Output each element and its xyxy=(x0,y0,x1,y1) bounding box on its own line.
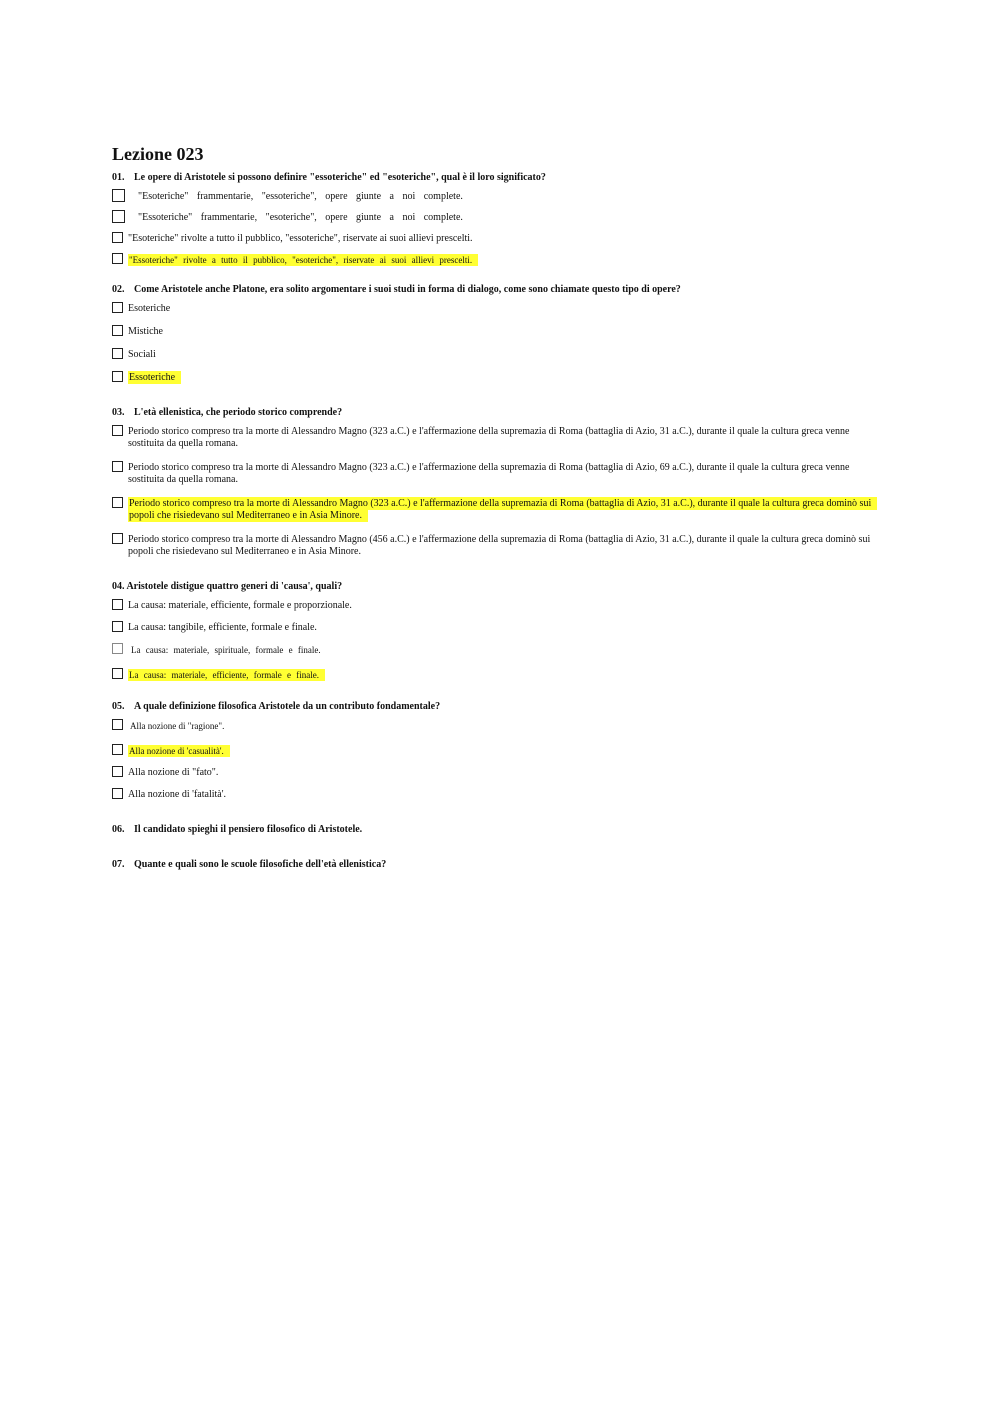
checkbox[interactable] xyxy=(112,348,123,359)
question-number: 06. xyxy=(112,824,125,835)
answer-option xyxy=(112,789,872,801)
question-label: Le opere di Aristotele si possono definire "essoteriche" ed "esoteriche", qual è il loro significato? xyxy=(134,172,546,183)
answer-options xyxy=(112,303,872,384)
checkbox[interactable] xyxy=(112,232,123,243)
checkbox[interactable] xyxy=(112,302,123,313)
answer-text: "Esoteriche" frammentarie, "essoteriche", opere giunte a noi complete. xyxy=(138,191,463,202)
answer-option xyxy=(112,349,872,361)
question-label: L'età ellenistica, che periodo storico comprende? xyxy=(134,407,343,418)
open-question-06 xyxy=(112,823,872,837)
answer-text: Essoteriche xyxy=(128,371,181,384)
answer-option xyxy=(112,534,872,558)
checkbox[interactable] xyxy=(112,425,123,436)
answer-option xyxy=(112,212,872,224)
question-number: 07. xyxy=(112,859,125,870)
checkbox[interactable] xyxy=(112,210,125,223)
question-text xyxy=(112,283,872,297)
answer-option xyxy=(112,720,872,733)
answer-text: Periodo storico compreso tra la morte di Alessandro Magno (323 a.C.) e l'affermazione della supremazia di Roma (battaglia di Azio, 31 a.C.), durante il quale la cultura greca venne sostituita da quella romana. xyxy=(128,426,850,449)
answer-text: La causa: materiale, spirituale, formale e finale. xyxy=(131,645,321,655)
answer-options xyxy=(112,600,872,682)
answer-option-correct xyxy=(112,254,872,267)
question-text xyxy=(112,171,872,185)
answer-text: Alla nozione di "fato". xyxy=(128,767,219,778)
checkbox[interactable] xyxy=(112,325,123,336)
question-03 xyxy=(112,406,872,558)
question-label: Aristotele distigue quattro generi di 'causa', quali? xyxy=(126,581,343,592)
answer-text: Mistiche xyxy=(128,326,163,337)
answer-options xyxy=(112,191,872,267)
answer-option xyxy=(112,303,872,315)
question-02 xyxy=(112,283,872,384)
answer-text: Periodo storico compreso tra la morte di Alessandro Magno (323 a.C.) e l'affermazione della supremazia di Roma (battaglia di Azio, 31 a.C.), durante il quale la cultura greca dominò sui popoli che risiedevano sul Mediterraneo e in Asia Minore. xyxy=(128,497,877,522)
answer-text: La causa: tangibile, efficiente, formale e finale. xyxy=(128,622,317,633)
answer-option xyxy=(112,191,872,203)
answer-text: Periodo storico compreso tra la morte di Alessandro Magno (456 a.C.) e l'affermazione della supremazia di Roma (battaglia di Azio, 31 a.C.), durante il quale la cultura greca dominò sui popoli che risiedevano sul Mediterraneo e in Asia Minore. xyxy=(128,534,871,557)
question-number: 02. xyxy=(112,284,125,295)
checkbox[interactable] xyxy=(112,189,125,202)
answer-option xyxy=(112,767,872,779)
checkbox[interactable] xyxy=(112,643,123,654)
answer-text: Alla nozione di "ragione". xyxy=(130,721,225,731)
answer-text: "Essoteriche" rivolte a tutto il pubblico, "esoteriche", riservate ai suoi allievi prescelti. xyxy=(128,254,478,266)
answer-options xyxy=(112,720,872,801)
checkbox[interactable] xyxy=(112,497,123,508)
answer-option-correct xyxy=(112,498,872,522)
answer-option xyxy=(112,644,872,657)
checkbox[interactable] xyxy=(112,788,123,799)
question-number: 04. xyxy=(112,581,125,592)
question-number: 01. xyxy=(112,172,125,183)
answer-text: "Esoteriche" rivolte a tutto il pubblico, "essoteriche", riservate ai suoi allievi prescelti. xyxy=(128,233,473,244)
answer-text: La causa: materiale, efficiente, formale e finale. xyxy=(128,669,325,681)
answer-text: Esoteriche xyxy=(128,303,171,314)
answer-text: Alla nozione di 'casualità'. xyxy=(128,745,230,757)
question-text xyxy=(112,700,872,714)
document-page xyxy=(112,143,872,893)
question-05 xyxy=(112,700,872,801)
question-label: Il candidato spieghi il pensiero filosofico di Aristotele. xyxy=(134,824,363,835)
checkbox[interactable] xyxy=(112,599,123,610)
page-title: Lezione 023 xyxy=(112,144,204,164)
question-01 xyxy=(112,171,872,267)
answer-options xyxy=(112,426,872,558)
question-label: Come Aristotele anche Platone, era solito argomentare i suoi studi in forma di dialogo, come sono chiamate questo tipo di opere? xyxy=(134,284,681,295)
open-question-07 xyxy=(112,858,872,872)
question-number: 03. xyxy=(112,407,125,418)
checkbox[interactable] xyxy=(112,371,123,382)
checkbox[interactable] xyxy=(112,533,123,544)
answer-option-correct xyxy=(112,372,872,384)
question-label: A quale definizione filosofica Aristotele da un contributo fondamentale? xyxy=(134,701,441,712)
answer-text: Sociali xyxy=(128,349,156,360)
answer-text: Periodo storico compreso tra la morte di Alessandro Magno (323 a.C.) e l'affermazione della supremazia di Roma (battaglia di Azio, 69 a.C.), durante il quale la cultura greca venne sostituita da quella romana. xyxy=(128,462,850,485)
answer-text: La causa: materiale, efficiente, formale e proporzionale. xyxy=(128,600,352,611)
checkbox[interactable] xyxy=(112,461,123,472)
question-text xyxy=(112,580,872,594)
answer-option xyxy=(112,462,872,486)
question-text xyxy=(112,406,872,420)
answer-option xyxy=(112,600,872,612)
checkbox[interactable] xyxy=(112,744,123,755)
answer-text: "Essoteriche" frammentarie, "esoteriche", opere giunte a noi complete. xyxy=(138,212,463,223)
answer-option xyxy=(112,426,872,450)
question-number: 05. xyxy=(112,701,125,712)
question-04 xyxy=(112,580,872,682)
answer-option-correct xyxy=(112,669,872,682)
answer-option xyxy=(112,622,872,634)
question-label: Quante e quali sono le scuole filosofiche dell'età ellenistica? xyxy=(134,859,387,870)
checkbox[interactable] xyxy=(112,668,123,679)
answer-option-correct xyxy=(112,745,872,758)
answer-text: Alla nozione di 'fatalità'. xyxy=(128,789,227,800)
checkbox[interactable] xyxy=(112,253,123,264)
checkbox[interactable] xyxy=(112,766,123,777)
answer-option xyxy=(112,233,872,245)
checkbox[interactable] xyxy=(112,719,123,730)
checkbox[interactable] xyxy=(112,621,123,632)
answer-option xyxy=(112,326,872,338)
